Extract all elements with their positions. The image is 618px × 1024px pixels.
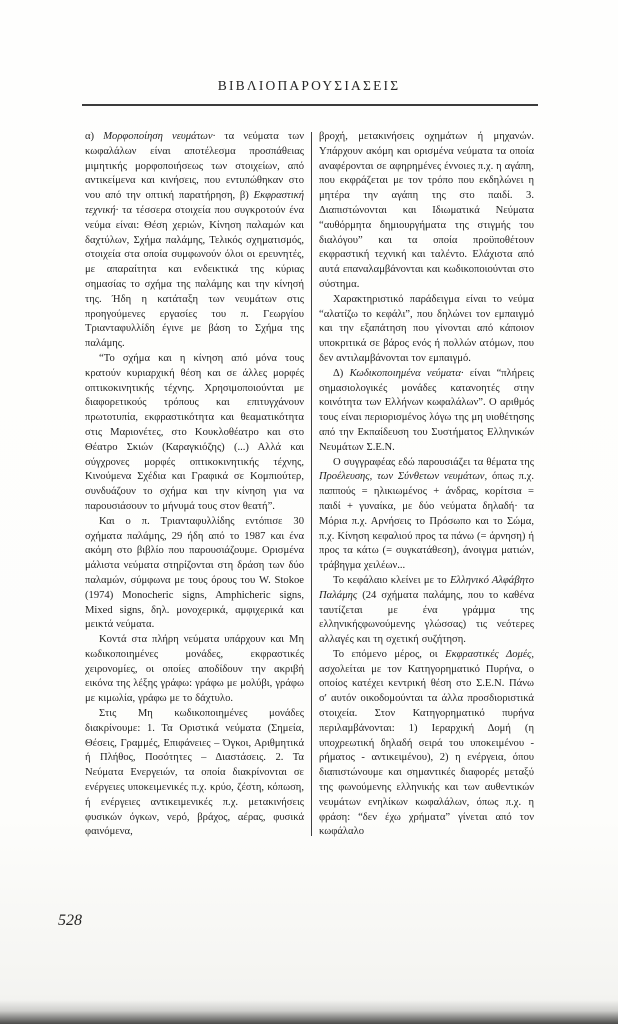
- text-run: τα νεύματα των κωφαλάλων είναι αποτέλεσμα προσπάθειας μιμητικής μορφοποιήσεως των στοιχείων, από αντικείμενα και κινήσεις, που εντυπώθηκαν στο νου από την οπτική παρατήρηση, β): [85, 131, 304, 202]
- text-run: α): [85, 131, 104, 142]
- text-run: Στις Μη κωδικοποιημένες μονάδες διακρίνουμε: 1. Τα Οριστικά νεύματα (Σημεία, Θέσεις, Γραμμές, Επιφάνειες – Όγκοι, Αριθμητικά ή Πλήθος, Ποσότητες – Διαστάσεις. 2. Τα Νεύματα Ενεργειών, τα οποία διακρίνονται σε ενέργειες υποκειμενικές π.χ. κρύο, ζέστη, κόπωση, ή ενέργειες αντικειμενικές π.χ. μετακινήσεις φυσικών όγκων, νερό, βράχος, αέρας, φυσικά φαινόμενα,: [85, 708, 304, 838]
- text-run: Δ): [333, 367, 350, 379]
- text-run: είναι “πλήρεις σημασιολογικές μονάδες κατανοητές στην κοινότητα των Ελλήνων κωφαλάλων”. Ο αριθμός τους είναι περιορισμένος λόγω της μη υιοθέτησης από την Εκπαίδευση του Συστήματος Ελληνικών Νευμάτων Σ.Ε.Ν.: [319, 367, 534, 453]
- text-run: Το κεφάλαιο κλείνει με το: [333, 574, 450, 586]
- text-run: Κοντά στα πλήρη νεύματα υπάρχουν και Μη κωδικοποιημένες μονάδες, εκφραστικές χειρονομίες, οι οποίες αποδίδουν την ακριβή εικόνα της λέξης γράφω: γράφω με μολύβι, γράφω με κιμωλία, γράφω με το δάχτυλο.: [85, 634, 304, 705]
- text-run: , όπως π.χ. παππούς = ηλικιωμένος + άνδρας, κορίτσια = παιδί + γυναίκα, με δύο νεύματα δηλαδή· τα Μόρια π.χ. Αρνήσεις το Πρόσωπο και το Σώμα, π.χ. Κίνηση κεφαλιού προς τα πάνω (= άρνηση) ή προς τα κάτω (= συγκατάθεση), άνοιγμα ματιών, τράβηγμα χειλέων...: [319, 471, 534, 572]
- paragraph: [319, 130, 534, 293]
- text-run: Ο συγγραφέας εδώ παρουσιάζει τα θέματα της: [333, 456, 534, 468]
- italic-text-run: Μορφοποίηση νευμάτων·: [103, 131, 216, 142]
- paragraph: [319, 293, 534, 367]
- paragraph: [85, 515, 304, 633]
- text-run: Το επόμενο μέρος, οι: [333, 648, 446, 660]
- text-run: , ασχολείται με τον Κατηγορηματικό Πυρήνα, ο οποίος κατέχει κεντρική θέση στο Σ.Ε.Ν. Πάνω σ' αυτόν οικοδομούνται τα άλλα προσδιοριστικά στοιχεία. Στον Κατηγορηματικό πυρήνα περιλαμβάνονται: 1) Ιεραρχική Δομή (η υποχρεωτική δηλαδή σειρά του υποκειμένου - ρήματος - αντικειμένου), 2) η ενέργεια, όπου διαπιστώνουμε και σημαντικές διαφορές μεταξύ της φωνούμενης ελληνικής και των αυθεντικών νευμάτων ενηλίκων κωφαλάλων, όπως π.χ. η φράση: “δεν έχω χρήματα” γίνεται από τον κωφάλαλο: [319, 648, 534, 838]
- text-run: Χαρακτηριστικό παράδειγμα είναι το νεύμα “αλατίζω το κεφάλι”, που δηλώνει τον εμπαιγμό και την εξαπάτηση που γίνονται από κάποιον υποκριτικά σε βάρος ενός ή πολλών ατόμων, που δεν αντιλαμβάνονται τον εμπαιγμό.: [319, 293, 534, 364]
- paragraph: [85, 352, 304, 515]
- page-title: ΒΙΒΛΙΟΠΑΡΟΥΣΙΑΣΕΙΣ: [217, 78, 401, 93]
- paragraph: [319, 648, 534, 840]
- text-run: (24 σχήματα παλάμης, που το καθένα ταυτίζεται με ένα γράμμα της ελληνικήςφωνούμενης γλώσσας) τις νεότερες αλλαγές και τη σχετική συζήτηση.: [319, 589, 534, 646]
- paragraph: [319, 456, 534, 574]
- left-column: [85, 130, 304, 840]
- italic-text-run: Εκφραστικές Δομές: [445, 648, 532, 660]
- header-rule: [82, 104, 538, 106]
- text-run: βροχή, μετακινήσεις οχημάτων ή μηχανών. Υπάρχουν ακόμη και ορισμένα νεύματα τα οποία αναφέρονται σε αφηρημένες έννοιες π.χ. η αγάπη, που εκφράζεται με τον τρόπο που εκδηλώνει η μητέρα την αγάπη της στο παιδί. 3. Διαπιστώνονται και Ιδιωματικά Νεύματα “αυθόρμητα δημιουργήματα της στιγμής του διαλόγου” και τα οποία προϋποθέτουν εκφραστική τεχνική και ταλέντο. Ελάχιστα από αυτά επαναλαμβάνονται και κωδικοποιούνται στο σύστημα.: [319, 131, 534, 290]
- paragraph: [319, 367, 534, 456]
- paragraph: [85, 130, 304, 352]
- text-run: τα τέσσερα στοιχεία που συγκροτούν ένα νεύμα είναι: Θέση χεριών, Κίνηση παλαμών και δαχτύλων, Σχήμα παλάμης, Τελικός σχηματισμός, στοιχεία στα οποία συμφωνούν όλοι οι ερευνητές, με απαραίτητα και ενδεικτικά της κύριας σημασίας το σχήμα της παλάμης και την κίνησή της. Ήδη η κατάταξη των νευμάτων στις προηγούμενες εργασίες του π. Γεωργίου Τριανταφυλλίδη έγινε με βάση το Σχήμα της παλάμης.: [85, 204, 304, 350]
- italic-text-run: Προέλευσης, των Σύνθετων νευμάτων: [319, 471, 485, 483]
- paragraph: [85, 633, 304, 707]
- paragraph: [85, 707, 304, 840]
- italic-text-run: Εκφραστική τεχνική·: [85, 190, 304, 216]
- text-run: “Το σχήμα και η κίνηση από μόνα τους κρατούν κυριαρχική θέση και σε άλλες μορφές οπτικοκινητικής τέχνης. Χρησιμοποιούνται με διαφορετικούς τρόπους και επιτυγχάνουν πρωτοτυπία, εκφραστικότητα και θεαματικότητα στις Μαριονέτες, στο Κουκλοθέατρο και στο Θέατρο Σκιών (Καραγκιόζης) (...) Αλλά και σύγχρονες μορφές οπτικοκινητικής τέχνης, Κινούμενα Σχέδια και Γραφικά σε Κομπιούτερ, συνδυάζουν το σχήμα και την κίνηση για να παρουσιάσουν το μήνυμά τους στον θεατή”.: [85, 352, 304, 512]
- column-divider-rule: [311, 132, 312, 836]
- article-body: [85, 130, 535, 840]
- italic-text-run: Ελληνικό Αλφάβητο Παλάμης: [319, 574, 534, 601]
- paragraph: [319, 574, 534, 648]
- italic-text-run: Κωδικοποιημένα νεύματα·: [349, 367, 464, 379]
- text-run: Και ο π. Τριανταφυλλίδης εντόπισε 30 σχήματα παλάμης, 29 ήδη από το 1987 και ένα ακόμη στο βιβλίο που παρουσιάζουμε. Ορισμένα μάλιστα νεύματα στηρίζονται στη δράση των δύο παλαμών, σύμφωνα με τους όρους του W. Stokoe (1974) Monocheric signs, Amphicheric signs, Mixed signs, δηλ. μονοχερικά, αμφιχερικά και μεικτά νεύματα.: [85, 515, 304, 631]
- scan-edge-shadow: [0, 1000, 618, 1024]
- right-column: [319, 130, 534, 840]
- page-number: 528: [58, 912, 82, 929]
